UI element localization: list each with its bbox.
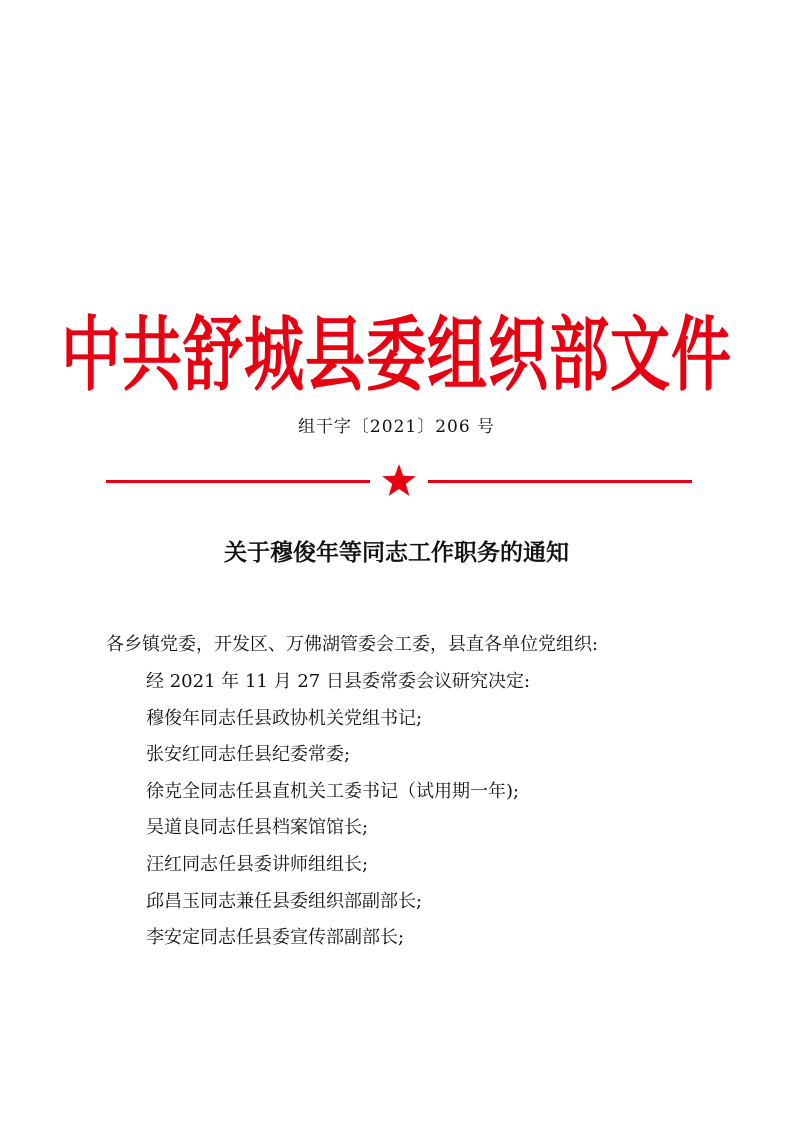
body-line: 汪红同志任县委讲师组组长; [146,853,369,875]
document-title: 关于穆俊年等同志工作职务的通知 [224,539,569,566]
red-divider-right [428,480,692,483]
body-line: 经 2021 年 11 月 27 日县委常委会议研究决定: [146,671,531,692]
star-icon [381,463,417,499]
salutation: 各乡镇党委，开发区、万佛湖管委会工委，县直各单位党组织: [106,634,599,655]
document-number: 组干字〔2021〕206 号 [297,417,496,437]
issuing-authority-header: 中共舒城县委组织部文件 [61,308,732,403]
red-divider-left [106,480,370,483]
body-line: 徐克全同志任县直机关工委书记（试用期一年); [146,780,520,802]
body-line: 穆俊年同志任县政协机关党组书记; [146,707,423,729]
body-line: 邱昌玉同志兼任县委组织部副部长; [146,890,423,912]
body-text [146,669,530,962]
body-line: 张安红同志任县纪委常委; [146,744,351,766]
body-line: 吴道良同志任县档案馆馆长; [146,817,369,839]
body-line: 李安定同志任县委宣传部副部长; [146,927,405,949]
